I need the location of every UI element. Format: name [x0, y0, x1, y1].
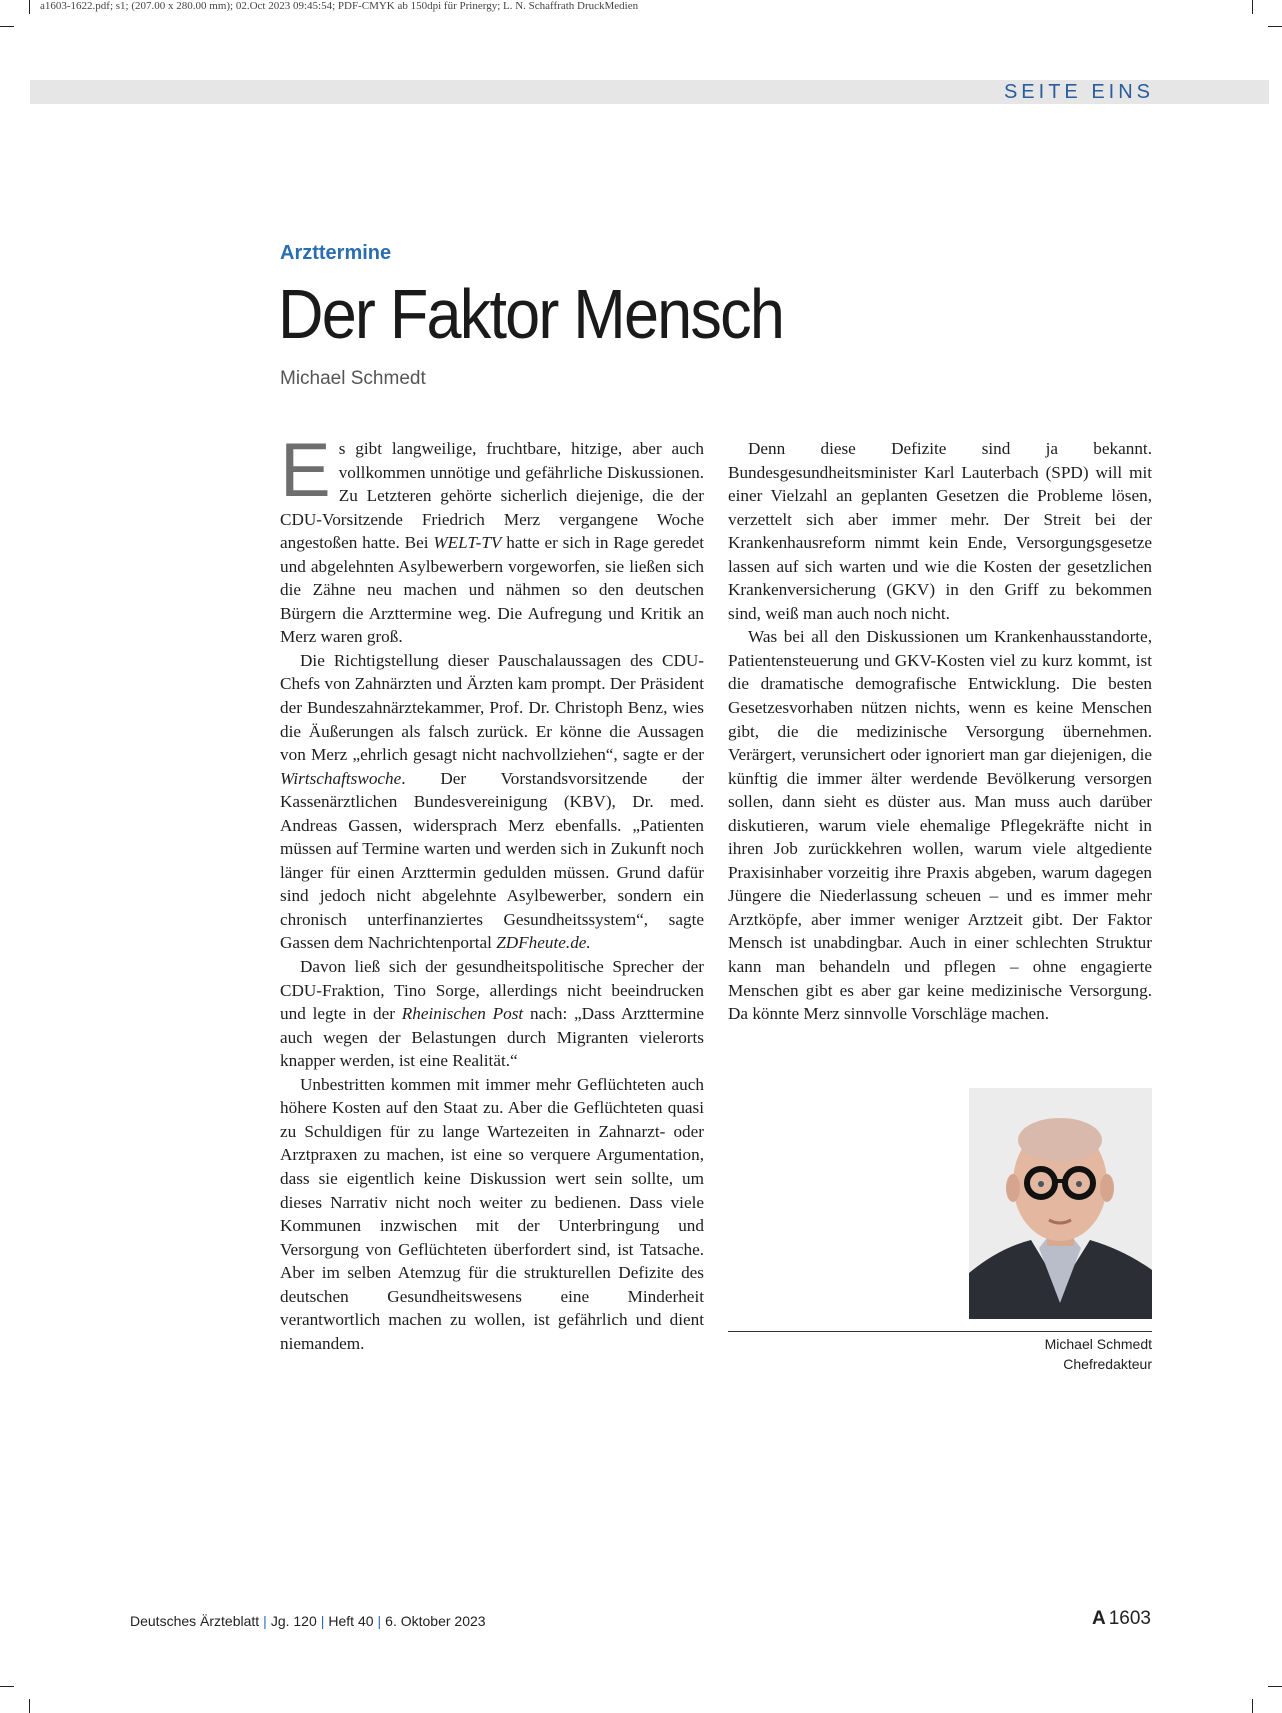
crop-mark-top-right-h [1268, 26, 1282, 27]
portrait-illustration [969, 1088, 1152, 1319]
page-prefix: A [1091, 1608, 1106, 1629]
drop-cap: E [280, 428, 331, 513]
footer-separator: | [320, 1613, 325, 1629]
page-footer [130, 1613, 486, 1629]
article-paragraph: Denn diese Defizite sind ja bekannt. Bundesgesundheitsminister Karl Lauterbach (SPD) will mit einer Vielzahl an geplanten Gesetzen die Probleme lösen, verzettelt sich aber immer mehr. Der Streit bei der Krankenhausreform nimmt kein Ende, Versorgungsgesetze lassen auf sich warten und wie die Kosten der gesetzlichen Krankenversicherung (GKV) in den Griff zu bekommen sind, weiß man auch noch nicht. [728, 439, 1152, 623]
media-name: WELT-TV [433, 533, 502, 553]
media-name: ZDFheute.de. [496, 933, 591, 953]
crop-mark-top-left [29, 0, 30, 14]
media-name: Wirtschaftswoche [280, 768, 402, 788]
article-paragraph [280, 649, 704, 955]
crop-mark-top-left-h [0, 26, 14, 27]
caption-role: Chefredakteur [1063, 1356, 1152, 1372]
crop-mark-top-right [1252, 0, 1253, 14]
paragraph-text: s gibt langweilige, fruchtbare, hitzige, aber auch vollkommen unnötige und gefährliche Diskussionen. Zu Letzteren gehörte sicherlich diejenige, die der CDU-Vorsitzende Friedrich Merz vergangene Woche angestoßen hatte. Bei [280, 439, 704, 553]
footer-issue: Heft 40 [328, 1613, 374, 1629]
article-headline: Der Faktor Mensch [278, 275, 784, 353]
author-portrait [969, 1088, 1152, 1319]
paragraph-text: Die Richtigstellung dieser Pauschalaussagen des CDU-Chefs von Zahnärzten und Ärzten kam prompt. Der Präsident der Bundeszahnärztekammer, Prof. Dr. Christoph Benz, wies die Äußerungen als falsch zurück. Er könne die Aussagen von Merz „ehrlich gesagt nicht nachvollziehen“, sagte er der [280, 650, 704, 765]
page-number [1092, 1608, 1151, 1630]
crop-mark-bottom-right [1252, 1699, 1253, 1713]
caption-name: Michael Schmedt [1044, 1336, 1152, 1352]
article-kicker: Arzttermine [280, 242, 392, 264]
crop-mark-bottom-left [29, 1699, 30, 1713]
section-label: SEITE EINS [1003, 81, 1154, 103]
portrait-caption [1045, 1334, 1152, 1374]
paragraph-text: . Der Vorstandsvorsitzende der Kassenärztlichen Bundesvereinigung (KBV), Dr. med. Andreas Gassen, widersprach Merz ebenfalls. „Patienten müssen auf Termine warten und werden sich in Zukunft noch länger für einen Arzttermin gedulden müssen. Grund dafür sind jedoch nicht abgelehnte Asylbewerber, sondern ein chronisch unterfinanziertes Gesundheitssystem“, sagte Gassen dem Nachrichtenportal [280, 768, 704, 953]
crop-mark-bottom-right-h [1268, 1686, 1282, 1687]
footer-separator: | [263, 1613, 267, 1629]
article-paragraph [280, 428, 704, 649]
paragraph-text: nach: „Dass Arzttermine auch wegen der Belastungen durch Migranten vielerorts knapper werden, ist eine Realität.“ [280, 1004, 705, 1071]
print-info-line: a1603-1622.pdf; s1; (207.00 x 280.00 mm); 02.Oct 2023 09:45:54; PDF-CMYK ab 150dpi für Prinergy; L. N. Schaffrath DruckMedien [40, 0, 639, 12]
article-column-right [728, 437, 1152, 1026]
article-paragraph [280, 955, 704, 1073]
footer-volume: Jg. 120 [270, 1613, 317, 1629]
page-number-value: 1603 [1108, 1608, 1151, 1629]
article-byline: Michael Schmedt [280, 368, 426, 389]
media-name: Rheinischen Post [401, 1004, 524, 1024]
paragraph-text: Davon ließ sich der gesundheitspolitische Sprecher der CDU-Fraktion, Tino Sorge, allerdings nicht beeindrucken und legte in der [280, 957, 704, 1024]
crop-mark-bottom-left-h [0, 1686, 14, 1687]
footer-journal: Deutsches Ärzteblatt [130, 1613, 260, 1629]
footer-date: 6. Oktober 2023 [385, 1613, 486, 1629]
footer-separator: | [377, 1613, 382, 1629]
article-paragraph: Was bei all den Diskussionen um Krankenhausstandorte, Patientensteuerung und GKV-Kosten viel zu kurz kommt, ist die dramatische demografische Entwicklung. Die besten Gesetzesvorhaben nützen nichts, wenn es keine Menschen gibt, die die medizinische Versorgung übernehmen. Verärgert, verunsichert oder ignoriert man gar diejenigen, die künftig die immer älter werdende Bevölkerung versorgen sollen, dann sieht es düster aus. Man muss auch darüber diskutieren, warum viele ehemalige Pflegekräfte nicht in ihren Job zurückkehren wollen, warum viele altgediente Praxisinhaber vorzeitig ihre Praxis abgeben, warum dagegen Jüngere die Niederlassung scheuen – und es immer mehr Arztköpfe, aber immer weniger Arztzeit gibt. Der Faktor Mensch ist unabdingbar. Auch in einer schlechten Struktur kann man behandeln und pflegen – ohne engagierte Menschen gibt es aber gar keine medizinische Versorgung. Da könnte Merz sinnvolle Vorschläge machen. [728, 627, 1152, 1024]
article-paragraph: Unbestritten kommen mit immer mehr Geflüchteten auch höhere Kosten auf den Staat zu. Aber die Geflüchteten quasi zu Schuldigen für zu lange Wartezeiten in Zahnarzt- oder Arztpraxen zu machen, ist eine so verquere Argumentation, dass sie eigentlich keine Diskussion wert sein sollte, um dieses Narrativ nicht noch weiter zu bedienen. Dass viele Kommunen inzwischen mit der Unterbringung und Versorgung von Geflüchteten überfordert sind, ist Tatsache. Aber im selben Atemzug für die strukturellen Defizite des deutschen Gesundheitswesens eine Minderheit verantwortlich machen zu wollen, ist gefährlich und dient niemandem. [280, 1074, 704, 1353]
paragraph-text: hatte er sich in Rage geredet und abgelehnten Asylbewerbern vorgeworfen, sie ließen sich die Zähne neu machen und nähmen so den deutschen Bürgern die Arzttermine weg. Die Aufregung und Kritik an Merz waren groß. [280, 533, 704, 647]
caption-rule [728, 1331, 1152, 1332]
article-column-left [280, 428, 705, 1355]
